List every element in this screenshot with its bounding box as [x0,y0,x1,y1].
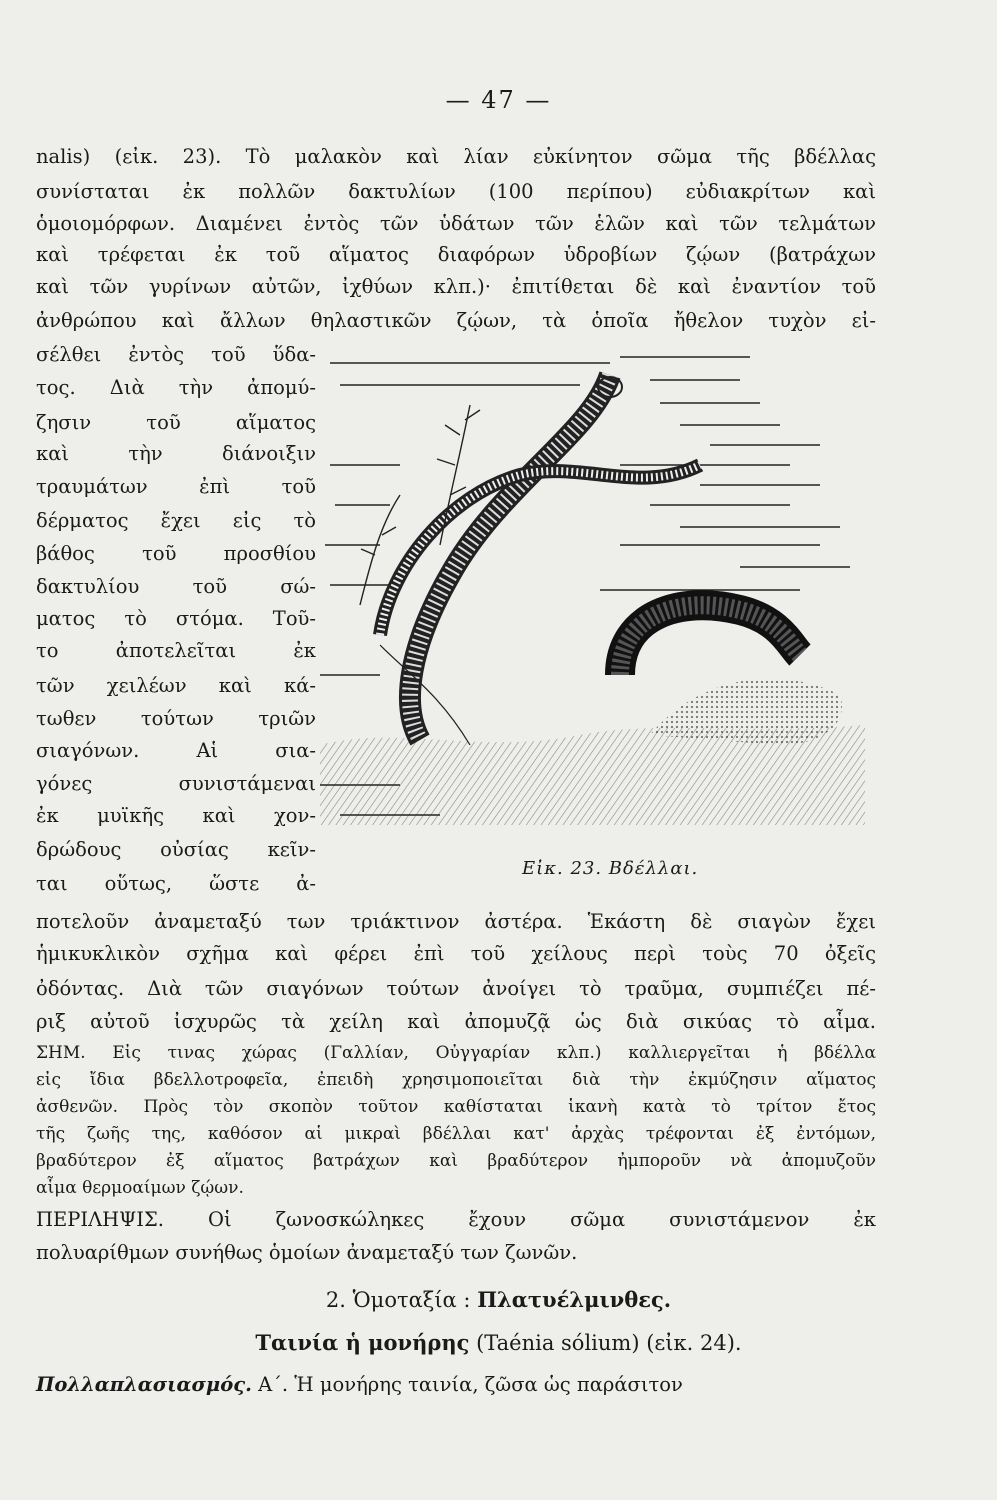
text-line: δακτυλίου τοῦ σώ- [36,575,316,598]
page-number: — 47 — [445,86,552,114]
text-line: nalis) (εἰκ. 23). Τὸ μαλακὸν καὶ λίαν εὐκίνητον σῶμα τῆς βδέλλας [36,145,876,168]
summary-line: πολυαρίθμων συνήθως ὁμοίων ἀναμεταξύ των ζωνῶν. [36,1241,578,1264]
species-heading-name: Ταινία ἡ μονήρης [255,1330,470,1355]
class-heading [0,1287,997,1312]
text-line: καὶ τῶν γυρίνων αὐτῶν, ἰχθύων κλπ.)· ἐπιτίθεται δὲ καὶ ἐναντίον τοῦ [36,275,876,298]
text-line: σιαγόνων. Αἱ σια- [36,739,316,762]
text-line: ὁμοιομόρφων. Διαμένει ἐντὸς τῶν ὑδάτων τῶν ἑλῶν καὶ τῶν τελμάτων [36,212,876,235]
text-line: καὶ τὴν διάνοιξιν [36,442,316,465]
note-line: ἀσθενῶν. Πρὸς τὸν σκοπὸν τοῦτον καθίσταται ἱκανὴ κατὰ τὸ τρίτον ἔτος [36,1097,876,1117]
text-line: ἡμικυκλικὸν σχῆμα καὶ φέρει ἐπὶ τοῦ χείλους περὶ τοὺς 70 ὀξεῖς [36,942,876,965]
reproduction-label: Πολλαπλασιασμός. [36,1373,252,1396]
note-line: τῆς ζωῆς της, καθόσον αἱ μικραὶ βδέλλαι κατ' ἀρχὰς τρέφονται ἐξ ἐντόμων, [36,1124,876,1144]
text-line: ἐκ μυϊκῆς καὶ χον- [36,804,316,827]
species-heading [0,1330,997,1355]
text-line: καὶ τρέφεται ἐκ τοῦ αἵματος διαφόρων ὑδροβίων ζῴων (βατράχων [36,243,876,266]
text-line: γόνες συνιστάμεναι [36,772,316,795]
note-line: ΣΗΜ. Εἰς τινας χώρας (Γαλλίαν, Οὐγγαρίαν κλπ.) καλλιεργεῖται ἡ βδέλλα [36,1043,876,1063]
reproduction-line [36,1375,876,1395]
summary-line: ΠΕΡΙΛΗΨΙΣ. Οἱ ζωνοσκώληκες ἔχουν σῶμα συνιστάμενον ἐκ [36,1208,876,1231]
text-line: ται οὕτως, ὥστε ἀ- [36,872,316,895]
text-line: τωθεν τούτων τριῶν [36,707,316,730]
leech-illustration [320,345,865,825]
text-line: ἀνθρώπου καὶ ἄλλων θηλαστικῶν ζῴων, τὰ ὁποῖα ἤθελον τυχὸν εἰ- [36,309,876,332]
note-line: εἰς ἴδια βδελλοτροφεῖα, ἐπειδὴ χρησιμοποιεῖται διὰ τὴν ἐκμύζησιν αἵματος [36,1070,876,1090]
text-line: τῶν χειλέων καὶ κά- [36,674,316,697]
text-line: ριξ αὐτοῦ ἰσχυρῶς τὰ χείλη καὶ ἀπομυζᾷ ὡς διὰ σικύας τὸ αἷμα. [36,1010,876,1033]
text-line: βάθος τοῦ προσθίου [36,542,316,565]
reproduction-text: Α΄. Ἡ μονήρης ταινία, ζῶσα ὡς παράσιτον [258,1373,683,1396]
text-line: ζησιν τοῦ αἵματος [36,411,316,434]
text-line: τραυμάτων ἐπὶ τοῦ [36,475,316,498]
text-line: ματος τὸ στόμα. Τοῦ- [36,607,316,630]
leech-drawing [320,345,865,825]
species-heading-latin: (Taénia sólium) (εἰκ. 24). [476,1331,742,1355]
text-line: ποτελοῦν ἀναμεταξύ των τριάκτινον ἀστέρα. Ἑκάστη δὲ σιαγὼν ἔχει [36,910,876,933]
text-line: συνίσταται ἐκ πολλῶν δακτυλίων (100 περίπου) εὐδιακρίτων καὶ [36,180,876,203]
class-heading-prefix: 2. Ὁμοταξία : [325,1288,471,1312]
text-line: δέρματος ἔχει εἰς τὸ [36,509,316,532]
note-line: αἷμα θερμοαίμων ζῴων. [36,1178,244,1198]
note-line: βραδύτερον ἐξ αἵματος βατράχων καὶ βραδύτερον ἠμποροῦν νὰ ἀπομυζοῦν [36,1151,876,1171]
figure-caption: Εἰκ. 23. Βδέλλαι. [522,858,699,879]
text-line: δρώδους οὐσίας κεῖν- [36,838,316,861]
text-line: το ἀποτελεῖται ἐκ [36,639,316,662]
text-line: σέλθει ἐντὸς τοῦ ὕδα- [36,343,316,366]
class-heading-name: Πλατυέλμινθες. [477,1287,672,1312]
text-line: τος. Διὰ τὴν ἀπομύ- [36,376,316,399]
text-line: ὀδόντας. Διὰ τῶν σιαγόνων τούτων ἀνοίγει τὸ τραῦμα, συμπιέζει πέ- [36,977,876,1000]
